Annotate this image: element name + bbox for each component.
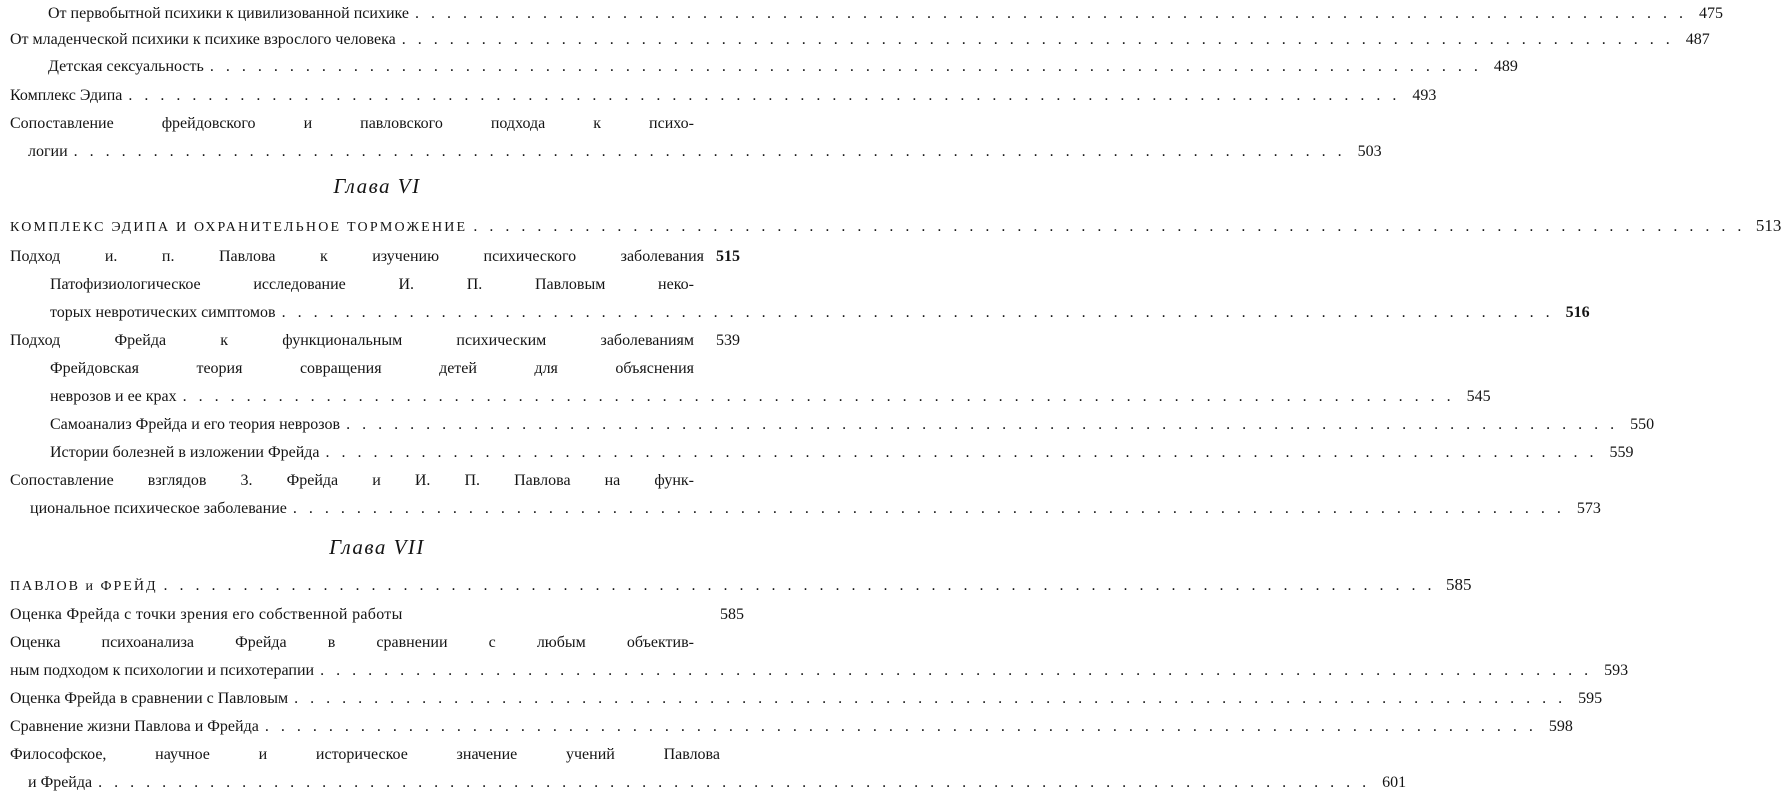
toc-entry xyxy=(10,571,1472,599)
toc-entry-page: 489 xyxy=(1493,58,1518,75)
chapter-heading: Глава VI xyxy=(333,174,421,198)
toc-entry-title: Фрейдовская теория совращения детей для объяснения xyxy=(50,360,694,377)
toc-entry-page: 545 xyxy=(1466,388,1491,405)
toc-entry-line xyxy=(50,355,694,383)
toc-entry-page: 515 xyxy=(716,248,740,265)
toc-entry-title: КОМПЛЕКС ЭДИПА И ОХРАНИТЕЛЬНОЕ ТОРМОЖЕНИЕ xyxy=(10,220,468,235)
toc-entry-line xyxy=(10,467,694,495)
toc-entry-page: 516 xyxy=(1565,304,1590,321)
toc-entry xyxy=(10,82,1437,110)
toc-entry-title-cont: циональное психическое заболевание xyxy=(30,500,287,517)
toc-entry-title: Патофизиологическое исследование И. П. Павловым неко- xyxy=(50,276,694,293)
toc-entry-page: 585 xyxy=(720,606,744,623)
toc-entry-title: От младенческой психики к психике взрослого человека xyxy=(10,31,396,48)
toc-entry-title: Сопоставление взглядов 3. Фрейда и И. П. Павлова на функ- xyxy=(10,472,694,489)
toc-entry-title-cont: ным подходом к психологии и психотерапии xyxy=(10,662,315,679)
toc-entry-page: 601 xyxy=(1382,774,1407,791)
toc-entry xyxy=(48,53,1518,81)
toc-entry-title: От первобытной психики к цивилизованной психике xyxy=(48,5,409,22)
toc-entry-page: 475 xyxy=(1698,5,1723,22)
leader-dots xyxy=(177,383,1461,411)
toc-entry-title-cont: логии xyxy=(28,143,68,160)
toc-entry-title: Оценка Фрейда в сравнении с Павловым xyxy=(10,690,289,707)
toc-entry-title: Подход Фрейда к функциональным психическим заболеваниям xyxy=(10,332,694,349)
toc-entry-page: 585 xyxy=(1446,575,1472,594)
toc-entry-line xyxy=(10,741,720,769)
toc-entry-title: Сопоставление фрейдовского и павловского подхода к психо- xyxy=(10,115,694,132)
toc-entry-line xyxy=(50,271,694,299)
toc-entry-title-cont: торых невротических симптомов xyxy=(50,304,276,321)
toc-entry xyxy=(10,685,1603,713)
leader-dots xyxy=(409,0,1693,28)
toc-entry-page: 573 xyxy=(1576,500,1601,517)
toc-entry xyxy=(10,26,1710,54)
leader-dots xyxy=(314,657,1598,685)
toc-entry-title: Детская сексуальность xyxy=(48,58,204,75)
toc-entry-page: 559 xyxy=(1609,444,1634,461)
toc-entry-page: 550 xyxy=(1630,416,1655,433)
toc-entry xyxy=(50,411,1655,439)
toc-entry-title: Самоанализ Фрейда и его теория неврозов xyxy=(50,416,341,433)
leader-dots xyxy=(204,53,1488,81)
toc-entry xyxy=(50,439,1634,467)
toc-entry-title-cont: неврозов и ее крах xyxy=(50,388,177,405)
toc-entry-page: 493 xyxy=(1412,87,1437,104)
toc-entry xyxy=(10,327,744,355)
toc-entry xyxy=(48,0,1723,28)
toc-entry xyxy=(10,243,744,271)
toc-entry-page: 513 xyxy=(1755,216,1781,235)
toc-entry-title: Философское, научное и историческое значение учений Павлова xyxy=(10,746,720,763)
toc-entry xyxy=(10,713,1573,741)
toc-entry xyxy=(50,299,1590,327)
toc-entry-page: 539 xyxy=(716,332,740,349)
toc-entry-title: Сравнение жизни Павлова и Фрейда xyxy=(10,718,259,735)
toc-entry-page: 503 xyxy=(1357,143,1382,160)
leader-dots xyxy=(396,26,1680,54)
toc-entry xyxy=(10,601,744,629)
toc-entry-title: Оценка психоанализа Фрейда в сравнении с любым объектив- xyxy=(10,634,694,651)
leader-dots xyxy=(276,299,1560,327)
toc-entry xyxy=(30,495,1601,523)
toc-entry-title: Подход и. п. Павлова к изучению психического заболевания xyxy=(10,248,704,265)
toc-entry-page: 598 xyxy=(1548,718,1573,735)
leader-dots xyxy=(288,685,1572,713)
toc-entry-page: 487 xyxy=(1685,31,1710,48)
toc-entry-title: Истории болезней в изложении Фрейда xyxy=(50,444,320,461)
toc-entry xyxy=(28,138,1382,166)
toc-entry-line xyxy=(10,629,694,657)
leader-dots xyxy=(92,769,1376,797)
toc-entry xyxy=(10,212,1781,240)
toc-entry-title: Оценка Фрейда с точки зрения его собственной работы xyxy=(10,606,403,623)
leader-dots xyxy=(467,213,1751,241)
leader-dots xyxy=(259,713,1543,741)
leader-dots xyxy=(68,138,1352,166)
chapter-heading: Глава VII xyxy=(329,535,425,559)
toc-entry-page: 593 xyxy=(1604,662,1629,679)
leader-dots xyxy=(287,495,1571,523)
leader-dots xyxy=(320,439,1604,467)
leader-dots xyxy=(340,411,1624,439)
toc-entry xyxy=(50,383,1491,411)
toc-entry-title-cont: и Фрейда xyxy=(28,774,93,791)
leader-dots xyxy=(158,572,1442,600)
toc-entry xyxy=(10,657,1629,685)
toc-entry-page: 595 xyxy=(1578,690,1603,707)
toc-entry xyxy=(28,769,1407,797)
toc-entry-title: Комплекс Эдипа xyxy=(10,87,123,104)
leader-dots xyxy=(122,82,1406,110)
toc-entry-line xyxy=(10,110,694,138)
toc-entry-title: ПАВЛОВ и ФРЕЙД xyxy=(10,579,158,594)
